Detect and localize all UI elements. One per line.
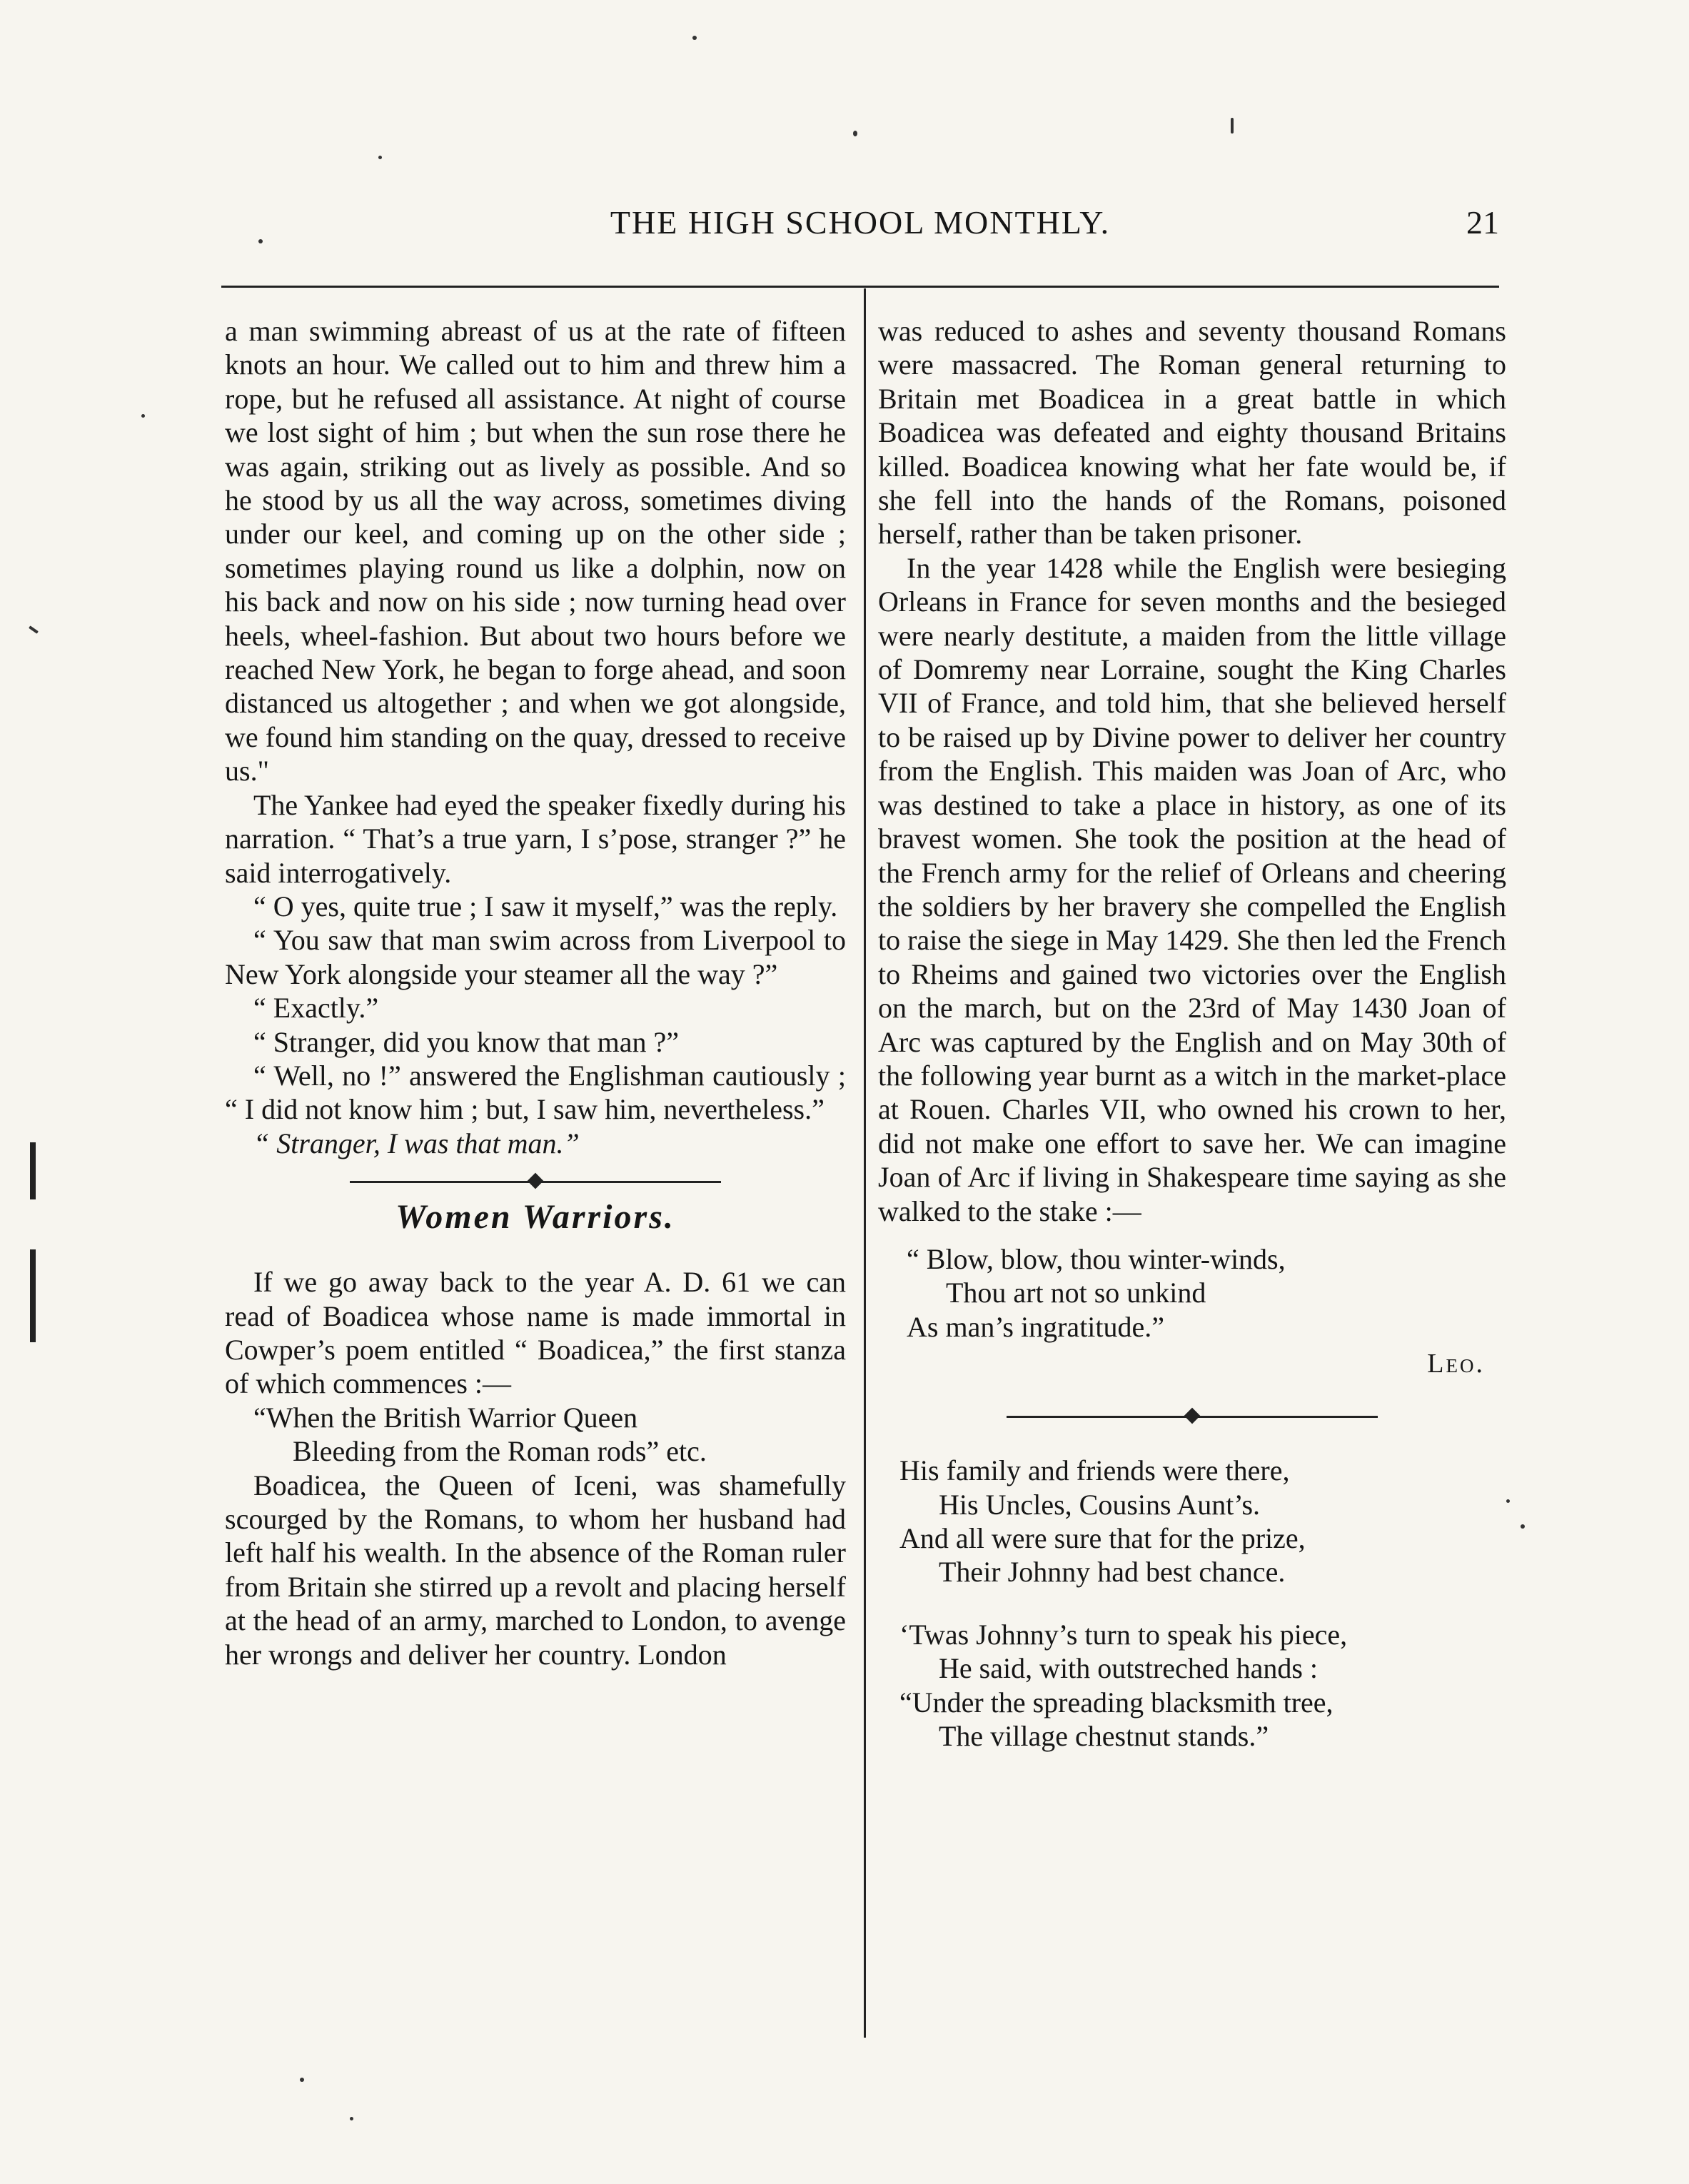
scan-speck (1521, 1524, 1525, 1529)
margin-binding-mark (30, 1249, 36, 1342)
page-header (221, 203, 1499, 261)
poem (878, 1454, 1506, 1753)
shakespeare-quote (878, 1242, 1506, 1344)
quote-line: “ Blow, blow, thou winter-winds, (907, 1242, 1286, 1275)
story-paragraph: “ O yes, quite true ; I saw it myself,” was the reply. (253, 890, 838, 922)
article-paragraph: Boadicea, the Queen of Iceni, was shamefully scourged by the Romans, to whom her husband had left half his wealth. In the absence of the Roman ruler from Britain she stirred up a revolt and placing herself at the head of an army, marched to London, to avenge her wrongs and deliver her country. London (225, 1469, 846, 1671)
poem-line: And all were sure that for the prize, (899, 1522, 1306, 1554)
quote-line: Thou art not so unkind (946, 1277, 1206, 1309)
story-paragraph: “ You saw that man swim across from Liverpool to New York alongside your steamer all the way ?” (225, 924, 846, 990)
cowper-quote (225, 1401, 846, 1469)
quote-line: Bleeding from the Roman rods” etc. (293, 1435, 707, 1468)
article-paragraph: If we go away back to the year A. D. 61 we can read of Boadicea whose name is made immortal in Cowper’s poem entitled “ Boadicea,” the first stanza of which commences :— (225, 1266, 846, 1400)
story-closing-line: “ Stranger, I was that man.” (253, 1127, 580, 1159)
quote-line: “When the British Warrior Queen (253, 1401, 638, 1434)
scan-speck (29, 625, 39, 633)
story-paragraph: “ Well, no !” answered the Englishman cautiously ; “ I did not know him ; but, I saw him, nevertheless.” (225, 1059, 846, 1126)
scan-speck (853, 131, 857, 136)
scan-speck (350, 2117, 353, 2120)
quote-line: As man’s ingratitude.” (907, 1310, 1165, 1343)
page-number: 21 (1466, 204, 1499, 241)
poem-line: Their Johnny had best chance. (939, 1556, 1286, 1589)
section-heading: Women Warriors. (395, 1198, 675, 1237)
story-paragraph: “ Stranger, did you know that man ?” (253, 1025, 680, 1058)
article-paragraph: was reduced to ashes and seventy thousand Romans were massacred. The Roman general returning to Britain met Boadicea in a great battle in which Boadicea was defeated and eighty thousand Britains killed. Boadicea knowing what her fate would be, if she fell into the hands of the Romans, poisoned herself, rather than be taken prisoner. (878, 315, 1506, 550)
section-divider (350, 1173, 721, 1190)
poem-line: ‘Twas Johnny’s turn to speak his piece, (899, 1618, 1348, 1651)
column-divider (864, 288, 866, 2038)
section-divider (1007, 1408, 1378, 1425)
running-title: THE HIGH SCHOOL MONTHLY. (610, 204, 1111, 241)
poem-line: The village chestnut stands.” (939, 1720, 1269, 1753)
poem-line: His family and friends were there, (899, 1454, 1290, 1487)
scan-speck (1231, 118, 1234, 134)
story-paragraph: The Yankee had eyed the speaker fixedly during his narration. “ That’s a true yarn, I s’pose, stranger ?” he said interrogatively. (225, 788, 846, 889)
poem-line: “Under the spreading blacksmith tree, (899, 1686, 1333, 1718)
scan-speck (300, 2078, 304, 2082)
scan-speck (1506, 1499, 1510, 1503)
article-paragraph: In the year 1428 while the English were besieging Orleans in France for seven months and the besieged were nearly destitute, a maiden from the little village of Domremy near Lorraine, sought the King Charles VII of France, and told him, that she believed herself to be raised up by Divine power to deliver her country from the English. This maiden was Joan of Arc, who was destined to take a place in history, as one of its bravest women. She took the position at the head of the French army for the relief of Orleans and cheering the soldiers by her bravery she compelled the English to raise the siege in May 1429. She then led the French to Rheims and gained two victories over the English on the march, but on the 23rd of May 1430 Joan of Arc was captured by the English and on May 30th of the following year burnt as a witch in the market-place at Rouen. Charles VII, who owned his crown to her, did not make one effort to save her. We can imagine Joan of Arc if living in Shakespeare time saying as she walked to the stake :— (878, 551, 1506, 1227)
story-paragraph: a man swimming abreast of us at the rate of fifteen knots an hour. We called out to him and threw him a rope, but he refused all assistance. At night of course we lost sight of him ; but when the sun rose there he was again, striking out as lively as possible. And so he stood by us all the way across, sometimes diving under our keel, and coming up on the other side ; sometimes playing round us like a dolphin, now on his back and now on his side ; now turning head over heels, wheel-fashion. But about two hours before we reached New York, he began to forge ahead, and soon distanced us altogether ; and when we got alongside, we found him standing on the quay, dressed to receive us." (225, 315, 846, 787)
header-rule (221, 286, 1499, 288)
scan-speck (141, 414, 145, 418)
poem-line: His Uncles, Cousins Aunt’s. (939, 1488, 1261, 1521)
poem-line: He said, with outstreched hands : (939, 1652, 1318, 1685)
stanza-gap (899, 1589, 1506, 1618)
left-column (225, 314, 846, 1671)
scan-speck (378, 156, 382, 159)
scan-speck (692, 36, 697, 40)
story-paragraph: “ Exactly.” (253, 992, 379, 1025)
right-column (878, 314, 1506, 1753)
margin-binding-mark (30, 1142, 36, 1199)
author-signature: Leo. (1427, 1349, 1485, 1379)
